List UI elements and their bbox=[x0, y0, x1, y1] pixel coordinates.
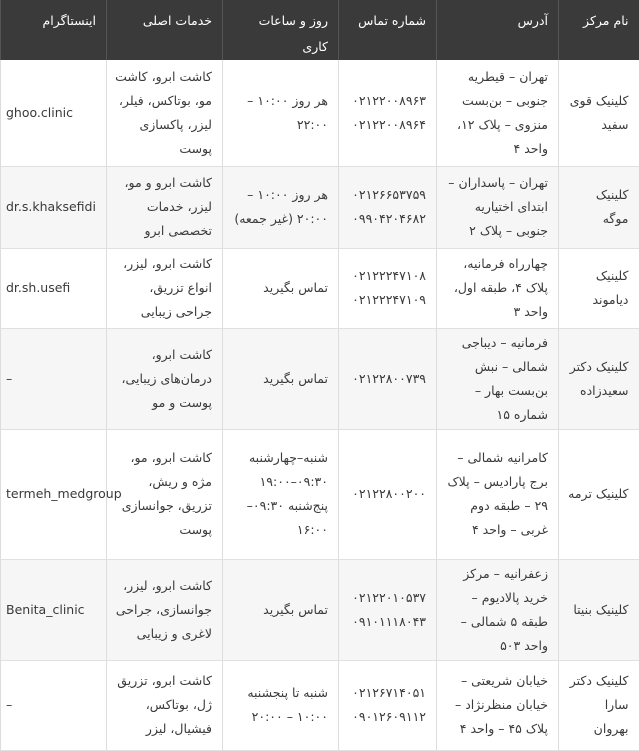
table-row bbox=[1, 248, 639, 328]
clinic-services: کاشت ابرو، کاشت مو، بوتاکس، فیلر، لیزر، پاکسازی پوست bbox=[107, 60, 223, 166]
header-instagram: اینستاگرام bbox=[1, 0, 107, 60]
clinic-name: کلینیک بنیتا bbox=[559, 559, 639, 660]
clinic-address: فرمانیه – دیباجی شمالی – نبش بن‌بست بهار – شماره ۱۵ bbox=[437, 328, 559, 429]
clinic-instagram: – bbox=[1, 328, 107, 429]
table-row bbox=[1, 429, 639, 559]
phone-number: ۰۲۱۲۲۰۰۸۹۶۴ bbox=[352, 116, 426, 132]
clinic-instagram: dr.sh.usefi bbox=[1, 248, 107, 328]
clinic-phones bbox=[339, 559, 437, 660]
clinic-phones bbox=[339, 660, 437, 750]
phone-number: ۰۲۱۲۲۸۰۰۷۳۹ bbox=[352, 370, 426, 386]
clinic-name: کلینیک دکتر سارا بهروان bbox=[559, 660, 639, 750]
clinic-phones bbox=[339, 429, 437, 559]
clinic-hours: شنبه–چهارشنبه ۰۹:۳۰–۱۹:۰۰ پنج‌شنبه ۰۹:۳۰–۱۶:۰۰ bbox=[223, 429, 339, 559]
clinic-address: کامرانیه شمالی – برج پارادیس – پلاک ۲۹ – طبقه دوم غربی – واحد ۴ bbox=[437, 429, 559, 559]
clinic-name: کلینیک ترمه bbox=[559, 429, 639, 559]
clinic-instagram: ghoo.clinic bbox=[1, 60, 107, 166]
phone-number: ۰۲۱۲۶۷۱۴۰۵۱ bbox=[352, 685, 426, 700]
phone-number: ۰۲۱۲۶۶۵۳۷۵۹ bbox=[352, 187, 426, 202]
clinic-instagram: termeh_medgroup bbox=[1, 429, 107, 559]
phone-number: ۰۲۱۲۲۰۰۸۹۶۳ bbox=[352, 92, 426, 108]
clinic-services: کاشت ابرو و مو، لیزر، خدمات تخصصی ابرو bbox=[107, 166, 223, 248]
clinic-phones bbox=[339, 60, 437, 166]
clinic-hours: شنبه تا پنجشنبه ۱۰:۰۰ – ۲۰:۰۰ bbox=[223, 660, 339, 750]
clinic-services: کاشت ابرو، لیزر، انواع تزریق، جراحی زیبایی bbox=[107, 248, 223, 328]
clinic-hours: تماس بگیرید bbox=[223, 559, 339, 660]
header-phone: شماره تماس bbox=[339, 0, 437, 60]
table-header-row bbox=[1, 0, 639, 60]
table-row bbox=[1, 660, 639, 750]
phone-number: ۰۹۰۱۲۶۰۹۱۱۲ bbox=[352, 709, 426, 724]
clinic-services: کاشت ابرو، لیزر، جوانسازی، جراحی لاغری و زیبایی bbox=[107, 559, 223, 660]
clinic-address: خیابان شریعتی – خیابان منظرنژاد – پلاک ۴۵ – واحد ۴ bbox=[437, 660, 559, 750]
clinic-phones bbox=[339, 248, 437, 328]
clinic-services: کاشت ابرو، مو، مژه و ریش، تزریق، جوانسازی پوست bbox=[107, 429, 223, 559]
table-row bbox=[1, 166, 639, 248]
clinic-phones bbox=[339, 166, 437, 248]
clinic-address: تهران – پاسداران – ابتدای اختیاریه جنوبی – پلاک ۲ bbox=[437, 166, 559, 248]
phone-number: ۰۲۱۲۲۲۴۷۱۰۸ bbox=[352, 268, 426, 283]
clinic-hours: هر روز ۱۰:۰۰ – ۲۰:۰۰ (غیر جمعه) bbox=[223, 166, 339, 248]
clinic-name: کلینیک دیاموند bbox=[559, 248, 639, 328]
header-name: نام مرکز bbox=[559, 0, 639, 60]
clinic-address: چهارراه فرمانیه، پلاک ۴، طبقه اول، واحد ۳ bbox=[437, 248, 559, 328]
table-row bbox=[1, 559, 639, 660]
clinic-instagram: dr.s.khaksefidi bbox=[1, 166, 107, 248]
clinic-services: کاشت ابرو، درمان‌های زیبایی، پوست و مو bbox=[107, 328, 223, 429]
clinic-hours: تماس بگیرید bbox=[223, 328, 339, 429]
header-hours: روز و ساعات کاری bbox=[223, 0, 339, 60]
clinic-hours: هر روز ۱۰:۰۰ – ۲۲:۰۰ bbox=[223, 60, 339, 166]
clinic-instagram: – bbox=[1, 660, 107, 750]
phone-number: ۰۹۹۰۴۲۰۴۶۸۲ bbox=[352, 211, 426, 226]
clinic-address: تهران – قیطریه جنوبی – بن‌بست منزوی – پلاک ۱۲، واحد ۴ bbox=[437, 60, 559, 166]
header-services: خدمات اصلی bbox=[107, 0, 223, 60]
clinic-name: کلینیک دکتر سعیدزاده bbox=[559, 328, 639, 429]
phone-number: ۰۲۱۲۲۲۴۷۱۰۹ bbox=[352, 292, 426, 307]
clinic-hours: تماس بگیرید bbox=[223, 248, 339, 328]
clinic-services: کاشت ابرو، تزریق ژل، بوتاکس، فیشیال، لیزر bbox=[107, 660, 223, 750]
clinic-instagram: Benita_clinic bbox=[1, 559, 107, 660]
table-row bbox=[1, 328, 639, 429]
phone-number: ۰۹۱۰۱۱۱۸۰۴۳ bbox=[352, 613, 426, 629]
clinic-phones bbox=[339, 328, 437, 429]
clinic-name: کلینیک قوی سفید bbox=[559, 60, 639, 166]
header-address: آدرس bbox=[437, 0, 559, 60]
clinic-address: زعفرانیه – مرکز خرید پالادیوم – طبقه ۵ شمالی – واحد ۵۰۳ bbox=[437, 559, 559, 660]
phone-number: ۰۲۱۲۲۰۱۰۵۳۷ bbox=[352, 589, 426, 605]
phone-number: ۰۲۱۲۲۸۰۰۲۰۰ bbox=[352, 486, 426, 501]
table-row bbox=[1, 60, 639, 166]
clinic-name: کلینیک موگه bbox=[559, 166, 639, 248]
